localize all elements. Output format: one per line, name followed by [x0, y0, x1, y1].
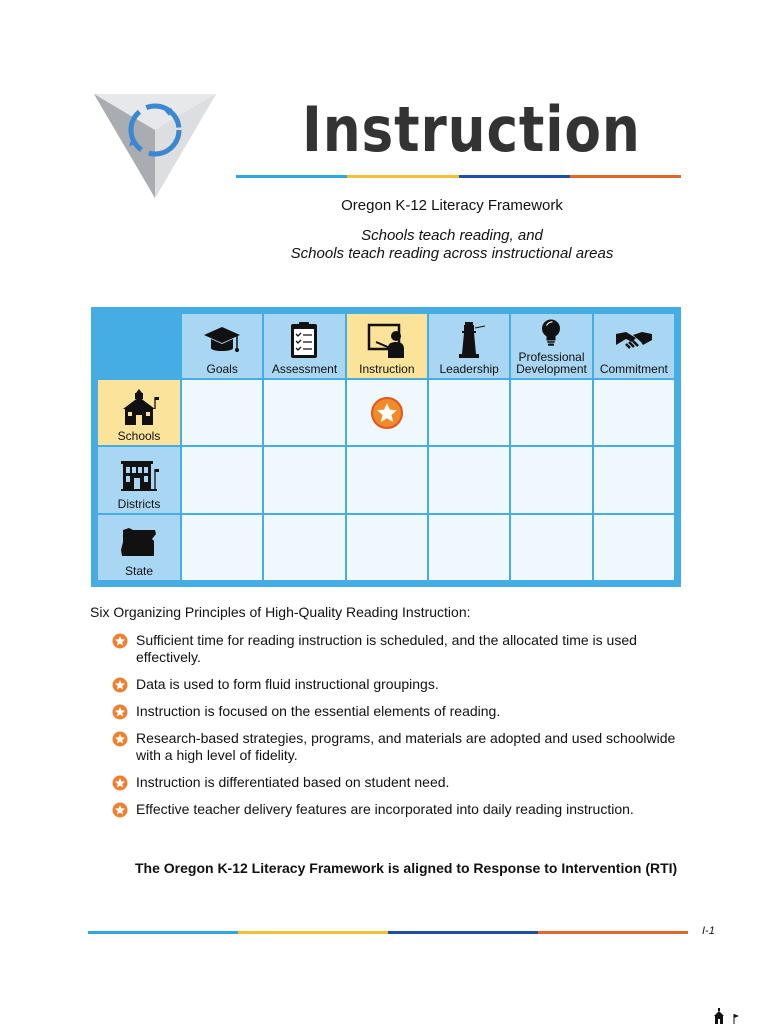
- column-header-leadership: [429, 314, 509, 378]
- clipboard-icon: [284, 320, 324, 360]
- matrix-cell: [429, 380, 509, 445]
- principle-text: Research-based strategies, programs, and materials are adopted and used schoolwide with a high level of fidelity.: [136, 730, 676, 763]
- rule-segment: [459, 175, 570, 178]
- row-label: Districts: [117, 496, 161, 511]
- matrix-corner: [98, 314, 180, 378]
- column-label: Assessment: [271, 362, 338, 376]
- list-item: [112, 730, 692, 764]
- rule-segment: [88, 931, 238, 934]
- matrix-cell: [594, 380, 674, 445]
- row-header-districts: [98, 447, 180, 512]
- star-badge-icon: [112, 802, 128, 818]
- graduation-cap-icon: [202, 320, 242, 360]
- principles-list: [112, 632, 692, 828]
- rule-segment: [388, 931, 538, 934]
- matrix-cell: [264, 515, 344, 580]
- rule-segment: [538, 931, 688, 934]
- matrix-cell: [511, 380, 591, 445]
- column-header-assessment: [264, 314, 344, 378]
- matrix-cell-highlight: [347, 380, 427, 445]
- matrix-cell: [511, 447, 591, 512]
- framework-tagline: [0, 227, 768, 263]
- principle-text: Effective teacher delivery features are incorporated into daily reading instruction.: [136, 801, 634, 817]
- principle-text: Data is used to form fluid instructional groupings.: [136, 676, 439, 692]
- principles-heading: Six Organizing Principles of High-Quality Reading Instruction:: [90, 604, 471, 620]
- column-label: Leadership: [439, 362, 499, 376]
- star-badge-icon: [112, 775, 128, 791]
- star-badge-icon: [112, 677, 128, 693]
- row-label: State: [124, 564, 154, 578]
- page-title: Instruction: [302, 93, 641, 166]
- list-item: [112, 676, 692, 693]
- matrix-cell: [182, 515, 262, 580]
- tagline-line: Schools teach reading across instructional areas: [290, 245, 614, 262]
- matrix-cell: [429, 515, 509, 580]
- matrix-cell: [429, 447, 509, 512]
- list-item: [112, 703, 692, 720]
- rti-statement: The Oregon K-12 Literacy Framework is aligned to Response to Intervention (RTI): [135, 860, 678, 876]
- teacher-board-icon: [367, 320, 407, 360]
- matrix-cell: [594, 447, 674, 512]
- matrix-grid: [98, 314, 674, 580]
- principle-text: Instruction is differentiated based on student need.: [136, 774, 450, 790]
- oregon-state-icon: [119, 522, 159, 562]
- column-header-commitment: [594, 314, 674, 378]
- rule-segment: [236, 175, 347, 178]
- matrix-cell: [594, 515, 674, 580]
- tagline-line: Schools teach reading, and: [361, 227, 543, 244]
- rule-segment: [347, 175, 458, 178]
- star-badge-icon: [112, 731, 128, 747]
- list-item: [112, 801, 692, 818]
- framework-name: Oregon K-12 Literacy Framework: [341, 197, 563, 214]
- star-badge-icon: [371, 397, 403, 429]
- matrix-cell: [182, 380, 262, 445]
- column-header-goals: [182, 314, 262, 378]
- page-number: I-1: [702, 925, 715, 937]
- framework-matrix: [91, 307, 681, 587]
- row-header-state: [98, 515, 180, 580]
- matrix-cell: [264, 380, 344, 445]
- column-label: Goals: [206, 362, 238, 376]
- handshake-icon: [614, 320, 654, 360]
- principle-text: Sufficient time for reading instruction is scheduled, and the allocated time is used effectively.: [136, 632, 637, 665]
- column-label: Professional: [518, 350, 585, 364]
- principle-text: Instruction is focused on the essential elements of reading.: [136, 703, 501, 719]
- lightbulb-icon: [536, 318, 566, 348]
- list-item: [112, 774, 692, 791]
- star-badge-icon: [112, 633, 128, 649]
- lighthouse-icon: [449, 320, 489, 360]
- framework-logo: [92, 90, 218, 200]
- matrix-cell: [511, 515, 591, 580]
- column-label: Development: [516, 362, 587, 376]
- title-rule: [236, 175, 681, 178]
- district-building-icon: [119, 455, 159, 495]
- matrix-cell: [347, 515, 427, 580]
- column-header-professional-development: [511, 314, 591, 378]
- rule-segment: [570, 175, 681, 178]
- schoolhouse-flag-icon: [712, 1008, 742, 1024]
- column-header-instruction: [347, 314, 427, 378]
- schoolhouse-icon: [119, 387, 159, 427]
- rule-segment: [238, 931, 388, 934]
- column-label: Commitment: [599, 362, 668, 376]
- footer-rule: [88, 931, 688, 934]
- column-label: Instruction: [359, 362, 415, 376]
- matrix-cell: [182, 447, 262, 512]
- row-header-schools: [98, 380, 180, 445]
- list-item: [112, 632, 692, 666]
- matrix-cell: [264, 447, 344, 512]
- row-label: Schools: [117, 429, 161, 444]
- matrix-cell: [347, 447, 427, 512]
- star-badge-icon: [112, 704, 128, 720]
